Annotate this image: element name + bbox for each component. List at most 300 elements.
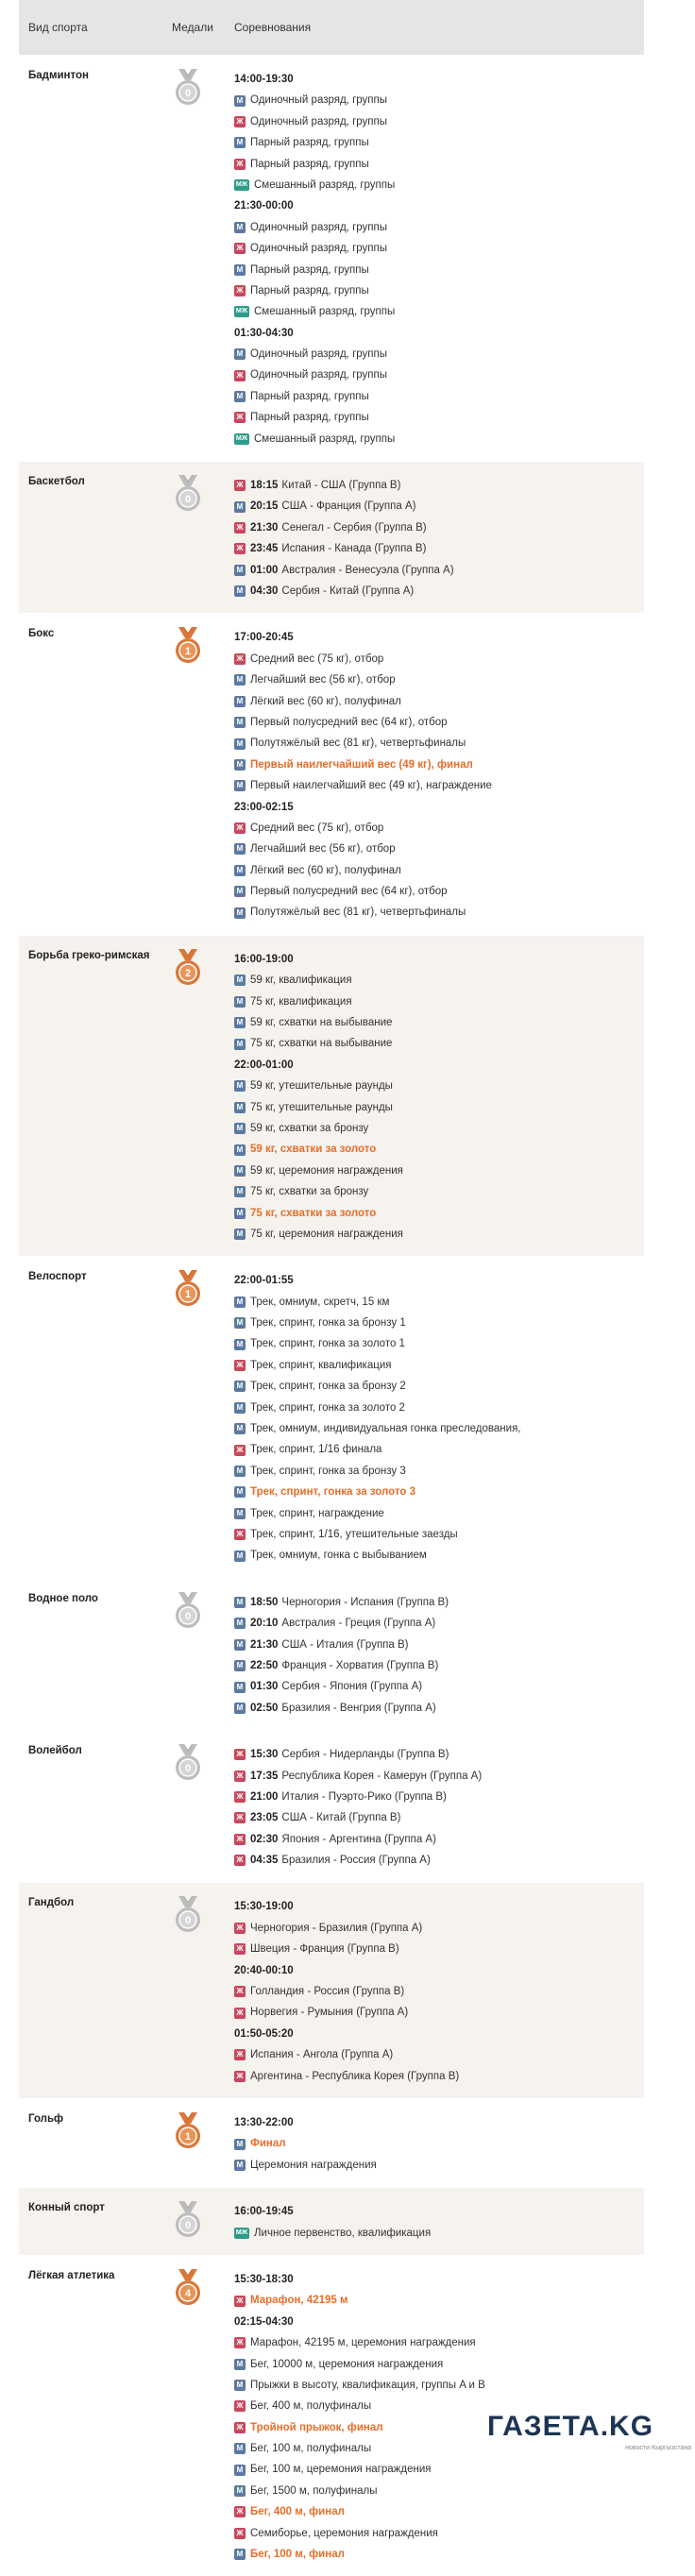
event-text: Смешанный разряд, группы (254, 178, 396, 191)
event-text: 59 кг, квалификация (250, 974, 352, 987)
sport-row (19, 461, 644, 613)
men-gender-icon: М (234, 2359, 246, 2370)
sport-row (19, 2187, 644, 2255)
session-time: 01:50-05:20 (234, 2027, 294, 2040)
events-list (234, 1896, 644, 2087)
session-time: 15:30-19:00 (234, 1901, 294, 1913)
event-text: Легчайший вес (56 кг), отбор (250, 843, 396, 856)
event-item (234, 1439, 644, 1460)
silver-medal-icon (173, 69, 203, 107)
event-text: Трек, спринт, 1/16 финала (250, 1444, 382, 1456)
event-item (234, 132, 644, 153)
event-text: 75 кг, квалификация (250, 995, 352, 1008)
events-list (234, 1592, 644, 1719)
mixed-gender-icon: МЖ (234, 306, 249, 317)
event-text: Трек, спринт, квалификация (250, 1359, 392, 1371)
sport-name: Лёгкая атлетика (28, 2269, 115, 2281)
men-gender-icon: М (234, 2160, 246, 2171)
women-gender-icon: Ж (234, 1445, 246, 1456)
men-gender-icon: М (234, 780, 246, 791)
medal-cell (172, 1896, 234, 2087)
women-gender-icon: Ж (234, 1855, 246, 1866)
event-text: Тройной прыжок, финал (250, 2421, 383, 2433)
men-gender-icon: М (234, 137, 246, 148)
event-item (234, 1139, 644, 1160)
event-text: Марафон, 42195 м, церемония награждения (250, 2337, 476, 2349)
women-gender-icon: Ж (234, 243, 246, 254)
women-gender-icon: Ж (234, 1360, 246, 1371)
silver-medal-icon (173, 475, 203, 513)
event-text: Трек, спринт, награждение (250, 1507, 384, 1519)
sport-row (19, 1578, 644, 1730)
gazeta-kg-logo (487, 2408, 691, 2451)
men-gender-icon: М (234, 843, 246, 855)
women-gender-icon: Ж (234, 2506, 246, 2517)
sport-name: Гольф (28, 2112, 64, 2125)
women-gender-icon: Ж (234, 1834, 246, 1845)
men-gender-icon: М (234, 2443, 246, 2454)
men-gender-icon: М (234, 1618, 246, 1629)
sport-row (19, 1882, 644, 2098)
event-text: 59 кг, утешительные раунды (250, 1080, 393, 1093)
event-item (234, 1918, 644, 1939)
women-gender-icon: Ж (234, 1791, 246, 1803)
logo-text: ГАЗЕТА (487, 2411, 601, 2442)
event-text: Трек, омниум, индивидуальная гонка преследования, (250, 1423, 521, 1435)
event-item (234, 1503, 644, 1524)
men-gender-icon: М (234, 696, 246, 707)
session-time: 20:40-00:10 (234, 1964, 294, 1976)
men-gender-icon: М (234, 1186, 246, 1197)
event-item (234, 1203, 644, 1224)
event-text: Республика Корея - Камерун (Группа A) (281, 1770, 483, 1782)
event-text: Япония - Аргентина (Группа A) (281, 1833, 436, 1845)
event-text: Трек, спринт, 1/16, утешительные заезды (250, 1529, 458, 1540)
match-time: 18:50 (250, 1596, 279, 1608)
event-item (234, 881, 644, 902)
svg-text:1: 1 (184, 1289, 192, 1301)
event-text: Одиночный разряд, группы (250, 369, 388, 381)
event-item (234, 1676, 644, 1697)
event-item (234, 775, 644, 796)
sport-row (19, 613, 644, 934)
women-gender-icon: Ж (234, 1529, 246, 1540)
events-list (234, 949, 644, 1245)
event-text: Черногория - Испания (Группа B) (281, 1596, 449, 1608)
silver-medal-icon (173, 1744, 203, 1782)
match-time: 04:30 (250, 585, 279, 597)
event-text: 75 кг, схватки за бронзу (250, 1186, 369, 1198)
event-text: Парный разряд, группы (250, 158, 369, 170)
event-item (234, 1418, 644, 1439)
men-gender-icon: М (234, 1102, 246, 1113)
event-text: Трек, спринт, гонка за золото 3 (250, 1486, 415, 1499)
event-text: Бег, 1500 м, полуфиналы (250, 2484, 378, 2497)
table-body (19, 55, 644, 2576)
event-item (234, 581, 644, 602)
event-item (234, 733, 644, 754)
event-item (234, 560, 644, 581)
event-text: Бег, 100 м, церемония награждения (250, 2464, 432, 2476)
event-item (234, 217, 644, 238)
men-gender-icon: М (234, 2139, 246, 2150)
women-gender-icon: Ж (234, 1986, 246, 1997)
match-time: 21:30 (250, 1638, 279, 1651)
event-item (234, 154, 644, 175)
event-text: 59 кг, схватки за золото (250, 1144, 377, 1156)
men-gender-icon: М (234, 1317, 246, 1329)
event-text: Церемония награждения (250, 2159, 377, 2171)
women-gender-icon: Ж (234, 2337, 246, 2348)
event-item (234, 649, 644, 669)
sport-row (19, 935, 644, 1256)
men-gender-icon: М (234, 1165, 246, 1177)
event-item (234, 2459, 644, 2480)
event-item (234, 1012, 644, 1033)
bronze-medal-icon (173, 627, 203, 665)
event-item (234, 1698, 644, 1719)
event-item (234, 1313, 644, 1333)
event-text: Личное первенство, квалификация (254, 2227, 432, 2239)
event-text: Сенегал - Сербия (Группа B) (281, 521, 427, 534)
event-text: Одиночный разряд, группы (250, 243, 388, 255)
event-text: Трек, омниум, скретч, 15 км (250, 1296, 390, 1308)
event-item (234, 429, 644, 449)
bronze-medal-icon (173, 2269, 203, 2307)
men-gender-icon: М (234, 1229, 246, 1240)
session-time: 16:00-19:00 (234, 953, 294, 965)
sport-name: Бокс (28, 628, 55, 640)
event-item (234, 407, 644, 428)
women-gender-icon: Ж (234, 1749, 246, 1760)
event-text: Легчайший вес (56 кг), отбор (250, 674, 396, 686)
men-gender-icon: М (234, 674, 246, 686)
match-time: 17:35 (250, 1770, 279, 1782)
event-item (234, 1355, 644, 1376)
women-gender-icon: Ж (234, 1812, 246, 1823)
session-time: 15:30-18:30 (234, 2273, 294, 2285)
event-text: Трек, спринт, гонка за бронзу 3 (250, 1465, 406, 1477)
event-text: Трек, омниум, гонка с выбыванием (250, 1550, 427, 1562)
event-text: 75 кг, церемония награждения (250, 1228, 403, 1240)
event-text: Прыжки в высоту, квалификация, группы A и B (250, 2379, 485, 2391)
event-item (234, 1224, 644, 1245)
event-item (234, 818, 644, 839)
event-item (234, 475, 644, 496)
sport-name: Борьба греко-римская (28, 949, 150, 961)
women-gender-icon: Ж (234, 2528, 246, 2539)
svg-text:1: 1 (184, 2130, 192, 2143)
men-gender-icon: М (234, 738, 246, 750)
event-item (234, 1118, 644, 1139)
event-item (234, 1076, 644, 1096)
event-item (234, 839, 644, 859)
event-item (234, 2066, 644, 2087)
event-text: Трек, спринт, гонка за бронзу 2 (250, 1381, 406, 1393)
event-item (234, 691, 644, 712)
event-text: Трек, спринт, гонка за золото 1 (250, 1338, 405, 1350)
event-item (234, 860, 644, 881)
event-item (234, 1592, 644, 1613)
session-time: 22:00-01:00 (234, 1059, 294, 1071)
men-gender-icon: М (234, 2485, 246, 2497)
svg-text:0: 0 (184, 88, 192, 99)
event-text: 75 кг, схватки за золото (250, 1207, 377, 1219)
event-item (234, 2223, 644, 2244)
event-item (234, 1292, 644, 1313)
svg-text:0: 0 (184, 1610, 192, 1622)
event-text: Норвегия - Румыния (Группа A) (250, 2007, 409, 2019)
event-item (234, 386, 644, 407)
medal-cell (172, 2269, 234, 2565)
event-item (234, 111, 644, 132)
event-text: Полутяжёлый вес (81 кг), четвертьфиналы (250, 737, 466, 750)
logo-kg: .KG (600, 2411, 654, 2442)
session-time: 16:00-19:45 (234, 2206, 294, 2218)
event-item (234, 2354, 644, 2375)
event-text: Бег, 400 м, финал (250, 2506, 345, 2518)
men-gender-icon: М (234, 907, 246, 919)
women-gender-icon: Ж (234, 653, 246, 665)
event-text: США - Китай (Группа B) (281, 1812, 401, 1824)
event-item (234, 1613, 644, 1634)
women-gender-icon: Ж (234, 2008, 246, 2019)
event-text: Швеция - Франция (Группа B) (250, 1943, 399, 1956)
men-gender-icon: М (234, 1682, 246, 1693)
event-item (234, 2501, 644, 2522)
table-header (19, 0, 644, 55)
men-gender-icon: М (234, 565, 246, 576)
men-gender-icon: М (234, 391, 246, 402)
men-gender-icon: М (234, 1296, 246, 1308)
match-time: 01:00 (250, 564, 279, 576)
sport-row (19, 55, 644, 461)
event-item (234, 1829, 644, 1850)
event-text: Бег, 100 м, финал (250, 2549, 345, 2561)
event-item (234, 1981, 644, 2002)
event-item (234, 238, 644, 259)
men-gender-icon: М (234, 1508, 246, 1519)
session-time: 14:00-19:30 (234, 74, 294, 85)
sport-name: Велоспорт (28, 1271, 87, 1283)
medal-cell (172, 2201, 234, 2244)
event-item (234, 90, 644, 110)
sport-name: Водное поло (28, 1592, 98, 1604)
event-text: Испания - Канада (Группа B) (281, 543, 427, 555)
event-text: Испания - Ангола (Группа A) (250, 2049, 394, 2061)
medal-cell (172, 949, 234, 1245)
match-time: 04:35 (250, 1855, 279, 1867)
women-gender-icon: Ж (234, 822, 246, 834)
event-text: 75 кг, утешительные раунды (250, 1101, 393, 1113)
event-text: Средний вес (75 кг), отбор (250, 822, 384, 834)
event-text: 59 кг, церемония награждения (250, 1164, 403, 1177)
men-gender-icon: М (234, 1017, 246, 1028)
event-item (234, 2002, 644, 2023)
event-text: Парный разряд, группы (250, 412, 369, 424)
women-gender-icon: Ж (234, 480, 246, 491)
event-text: США - Италия (Группа B) (281, 1638, 409, 1651)
event-item (234, 2544, 644, 2565)
event-item (234, 517, 644, 538)
event-text: Парный разряд, группы (250, 263, 369, 276)
header-sport: Вид спорта (28, 21, 88, 34)
header-events: Соревнования (234, 21, 312, 34)
medal-cell (172, 1744, 234, 1871)
event-text: Финал (250, 2138, 286, 2150)
event-item (234, 1033, 644, 1054)
svg-text:0: 0 (184, 1763, 192, 1775)
match-time: 23:45 (250, 543, 279, 555)
event-text: Бразилия - Россия (Группа A) (281, 1855, 431, 1867)
men-gender-icon: М (234, 1144, 246, 1156)
event-item (234, 175, 644, 195)
event-item (234, 1333, 644, 1354)
event-text: Сербия - Япония (Группа A) (281, 1681, 423, 1693)
event-item (234, 2044, 644, 2065)
event-item (234, 280, 644, 301)
svg-text:0: 0 (184, 1915, 192, 1927)
event-item (234, 2375, 644, 2396)
silver-medal-icon (173, 1592, 203, 1630)
men-gender-icon: М (234, 1339, 246, 1350)
mixed-gender-icon: МЖ (234, 2228, 249, 2239)
bronze-medal-icon (173, 1270, 203, 1308)
match-time: 23:05 (250, 1812, 279, 1824)
men-gender-icon: М (234, 996, 246, 1008)
mixed-gender-icon: МЖ (234, 433, 249, 445)
match-time: 18:15 (250, 480, 279, 492)
schedule-table (19, 0, 644, 2576)
sport-row (19, 1730, 644, 1882)
event-item (234, 1744, 644, 1765)
event-item (234, 712, 644, 733)
men-gender-icon: М (234, 501, 246, 513)
men-gender-icon: М (234, 717, 246, 728)
events-list (234, 2112, 644, 2176)
logo-subtitle: новости Кыргызстана (625, 2445, 691, 2451)
event-item (234, 754, 644, 775)
session-time: 17:00-20:45 (234, 632, 294, 644)
session-time: 22:00-01:55 (234, 1275, 294, 1287)
women-gender-icon: Ж (234, 2049, 246, 2060)
session-time: 13:30-22:00 (234, 2116, 294, 2128)
svg-text:2: 2 (184, 967, 192, 979)
men-gender-icon: М (234, 1123, 246, 1134)
event-text: Одиночный разряд, группы (250, 94, 388, 107)
event-item (234, 669, 644, 690)
event-item (234, 344, 644, 364)
men-gender-icon: М (234, 1381, 246, 1392)
men-gender-icon: М (234, 1660, 246, 1671)
event-text: США - Франция (Группа A) (281, 500, 416, 513)
men-gender-icon: М (234, 264, 246, 276)
men-gender-icon: М (234, 2465, 246, 2476)
event-item (234, 2523, 644, 2544)
event-text: Семиборье, церемония награждения (250, 2527, 438, 2539)
event-item (234, 2155, 644, 2176)
sport-name: Волейбол (28, 1745, 82, 1757)
women-gender-icon: Ж (234, 2071, 246, 2082)
women-gender-icon: Ж (234, 159, 246, 170)
match-time: 02:30 (250, 1833, 279, 1845)
men-gender-icon: М (234, 1639, 246, 1651)
men-gender-icon: М (234, 759, 246, 771)
event-text: Парный разряд, группы (250, 284, 369, 297)
event-text: Лёгкий вес (60 кг), полуфинал (250, 695, 401, 707)
event-text: Китай - США (Группа B) (281, 480, 401, 492)
women-gender-icon: Ж (234, 116, 246, 127)
event-text: Бразилия - Венгрия (Группа A) (281, 1702, 436, 1714)
event-item (234, 991, 644, 1012)
medal-cell (172, 2112, 234, 2176)
women-gender-icon: Ж (234, 522, 246, 534)
event-text: Франция - Хорватия (Группа B) (281, 1659, 439, 1671)
men-gender-icon: М (234, 1551, 246, 1562)
men-gender-icon: М (234, 585, 246, 597)
event-item (234, 1766, 644, 1787)
event-text: Парный разряд, группы (250, 137, 369, 149)
event-item (234, 364, 644, 385)
event-item (234, 496, 644, 517)
women-gender-icon: Ж (234, 2400, 246, 2412)
men-gender-icon: М (234, 1080, 246, 1092)
match-time: 20:10 (250, 1618, 279, 1630)
event-item (234, 1787, 644, 1807)
session-time: 23:00-02:15 (234, 801, 294, 813)
sport-name: Бадминтон (28, 70, 89, 81)
event-text: Смешанный разряд, группы (254, 306, 396, 318)
men-gender-icon: М (234, 2549, 246, 2560)
event-text: 75 кг, схватки на выбывание (250, 1038, 393, 1050)
event-text: Черногория - Бразилия (Группа A) (250, 1922, 423, 1934)
svg-text:0: 0 (184, 494, 192, 506)
men-gender-icon: М (234, 348, 246, 360)
event-item (234, 1545, 644, 1566)
medal-cell (172, 475, 234, 602)
event-item (234, 260, 644, 280)
medal-cell (172, 69, 234, 449)
svg-text:0: 0 (184, 2220, 192, 2232)
event-text: Трек, спринт, гонка за золото 2 (250, 1401, 405, 1414)
event-item (234, 902, 644, 923)
event-text: Марафон, 42195 м (250, 2295, 348, 2307)
men-gender-icon: М (234, 974, 246, 986)
session-time: 02:15-04:30 (234, 2315, 294, 2328)
match-time: 21:30 (250, 521, 279, 534)
event-text: Сербия - Китай (Группа A) (281, 585, 415, 597)
event-text: Бег, 400 м, полуфиналы (250, 2400, 372, 2413)
men-gender-icon: М (234, 1703, 246, 1714)
sport-row (19, 2098, 644, 2187)
match-time: 02:50 (250, 1702, 279, 1714)
women-gender-icon: Ж (234, 1943, 246, 1955)
match-time: 22:50 (250, 1659, 279, 1671)
men-gender-icon: М (234, 1597, 246, 1608)
women-gender-icon: Ж (234, 1771, 246, 1782)
event-item (234, 1398, 644, 1418)
women-gender-icon: Ж (234, 2296, 246, 2307)
event-item (234, 1181, 644, 1202)
medal-cell (172, 627, 234, 923)
match-time: 20:15 (250, 500, 279, 513)
event-text: Первый полусредний вес (64 кг), отбор (250, 716, 448, 728)
event-text: Сербия - Нидерланды (Группа B) (281, 1749, 449, 1761)
events-list (234, 1270, 644, 1566)
event-item (234, 301, 644, 322)
event-text: Бег, 10000 м, церемония награждения (250, 2358, 444, 2370)
event-item (234, 1850, 644, 1871)
